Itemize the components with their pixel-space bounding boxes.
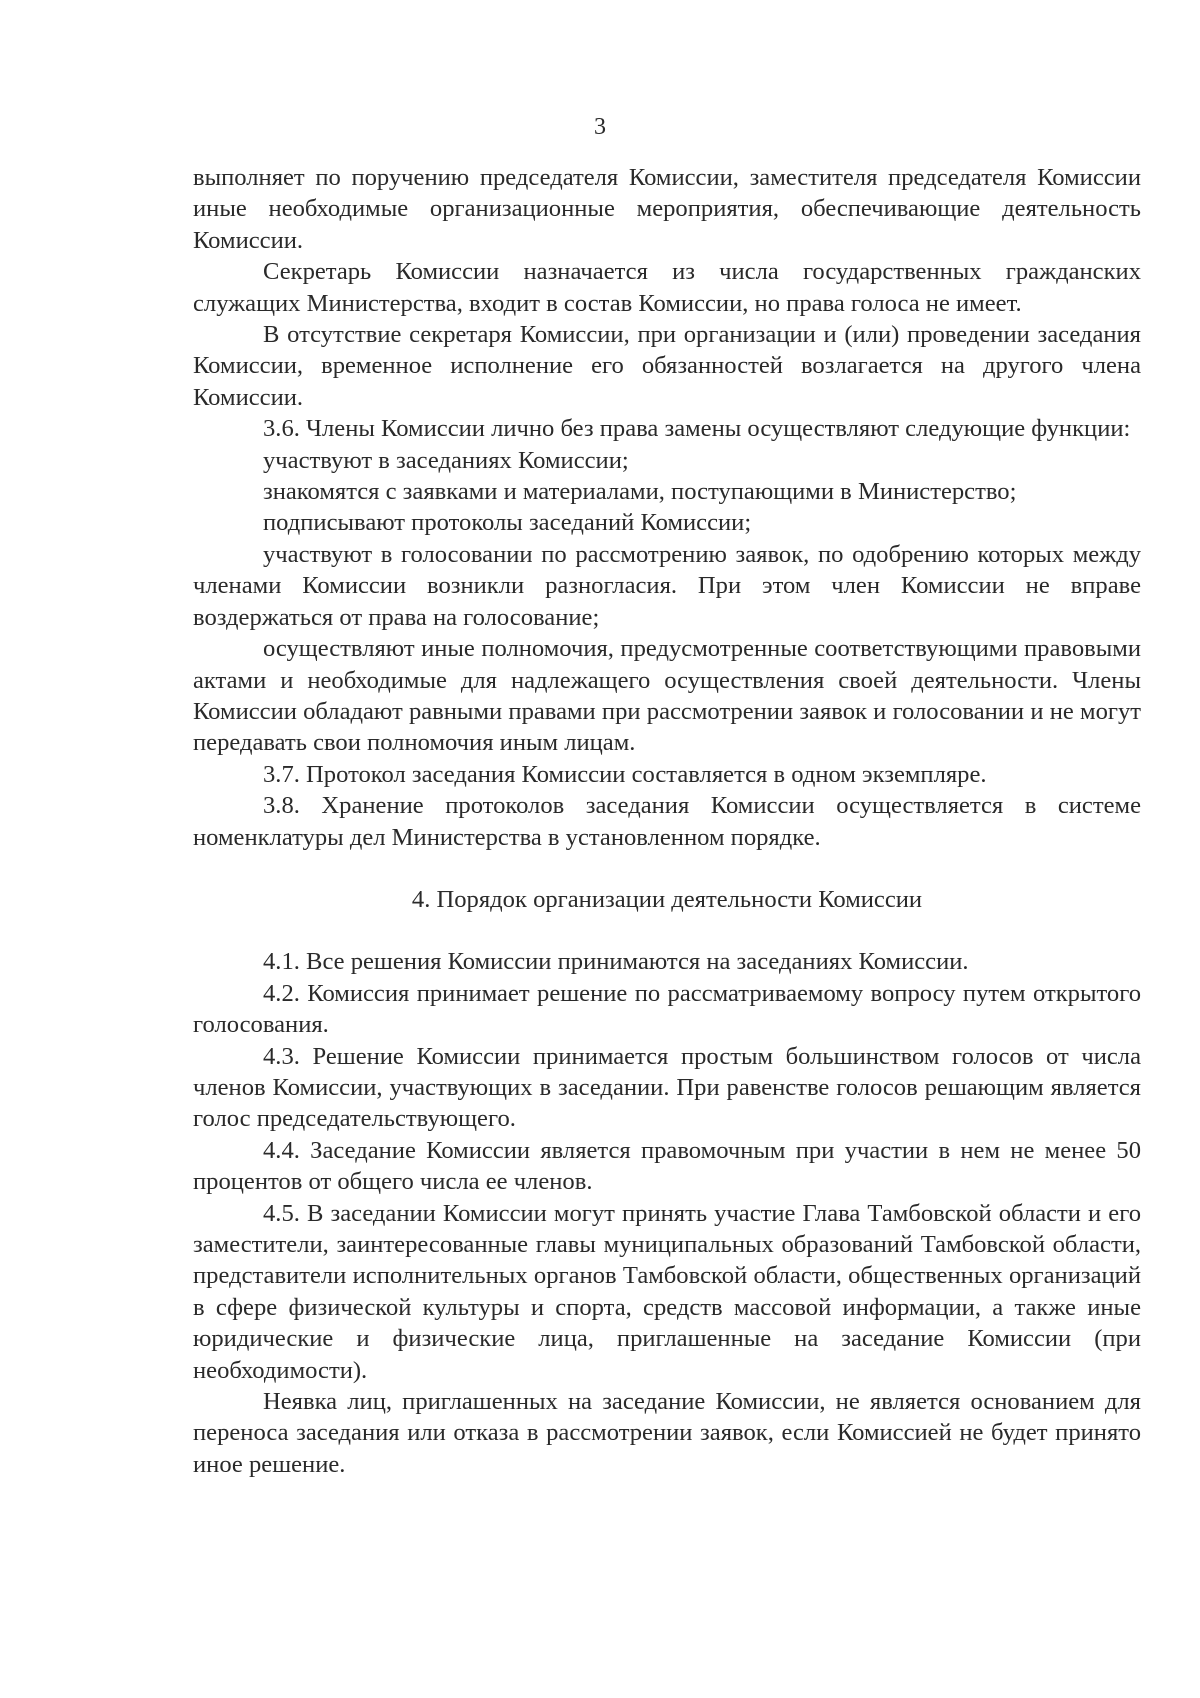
- paragraph-secretary-absence: В отсутствие секретаря Комиссии, при организации и (или) проведении заседания Комиссии, временное исполнение его обязанностей возлагается на другого члена Комиссии.: [193, 321, 1141, 411]
- list-item-voting: участвуют в голосовании по рассмотрению заявок, по одобрению которых между членами Комиссии возникли разногласия. При этом член Комиссии не вправе воздержаться от права на голосование;: [193, 540, 1141, 631]
- paragraph-4-5: 4.5. В заседании Комиссии могут принять участие Глава Тамбовской области и его заместители, заинтересованные главы муниципальных образований Тамбовской области, представители исполнительных органов Тамбовской области, общественных организаций в сфере физической культуры и спорта, средств массовой информации, а также иные юридические и физические лица, приглашенные на заседание Комиссии (при необходимости).: [193, 1199, 1141, 1384]
- paragraph-3-8: 3.8. Хранение протоколов заседания Комиссии осуществляется в системе номенклатуры дел Министерства в установленном порядке.: [193, 792, 1141, 851]
- list-item-review-applications: знакомятся с заявками и материалами, поступающими в Министерство;: [263, 478, 1017, 506]
- paragraph-3-7: 3.7. Протокол заседания Комиссии составляется в одном экземпляре.: [263, 760, 987, 788]
- page-number: 3: [594, 114, 606, 140]
- paragraph-4-4: 4.4. Заседание Комиссии является правомочным при участии в нем не менее 50 процентов от общего числа ее членов.: [193, 1136, 1141, 1196]
- paragraph-4-3: 4.3. Решение Комиссии принимается простым большинством голосов от числа членов Комиссии, участвующих в заседании. При равенстве голосов решающим является голос председательствующего.: [193, 1042, 1141, 1133]
- document-body: [193, 162, 1141, 1480]
- paragraph-3-6: 3.6. Члены Комиссии лично без права замены осуществляют следующие функции:: [263, 415, 1131, 443]
- paragraph-absence-of-invitees: Неявка лиц, приглашенных на заседание Комиссии, не является основанием для переноса заседания или отказа в рассмотрении заявок, если Комиссией не будет принято иное решение.: [193, 1388, 1141, 1478]
- section-heading: 4. Порядок организации деятельности Комиссии: [411, 885, 923, 913]
- list-item-other-powers: осуществляют иные полномочия, предусмотренные соответствующими правовыми актами и необходимые для надлежащего осуществления своей деятельности. Члены Комиссии обладают равными правами при рассмотрении заявок и голосовании и не могут передавать свои полномочия иным лицам.: [193, 635, 1141, 757]
- paragraph-4-2: 4.2. Комиссия принимает решение по рассматриваемому вопросу путем открытого голосования.: [193, 979, 1141, 1039]
- paragraph-secretary-appointment: Секретарь Комиссии назначается из числа государственных гражданских служащих Министерства, входит в состав Комиссии, но права голоса не имеет.: [193, 258, 1141, 317]
- paragraph-continuation: выполняет по поручению председателя Комиссии, заместителя председателя Комиссии иные необходимые организационные мероприятия, обеспечивающие деятельность Комиссии.: [193, 164, 1141, 254]
- list-item-participate: участвуют в заседаниях Комиссии;: [263, 446, 629, 474]
- paragraph-4-1: 4.1. Все решения Комиссии принимаются на заседаниях Комиссии.: [263, 948, 969, 976]
- list-item-sign-protocols: подписывают протоколы заседаний Комиссии;: [263, 509, 752, 537]
